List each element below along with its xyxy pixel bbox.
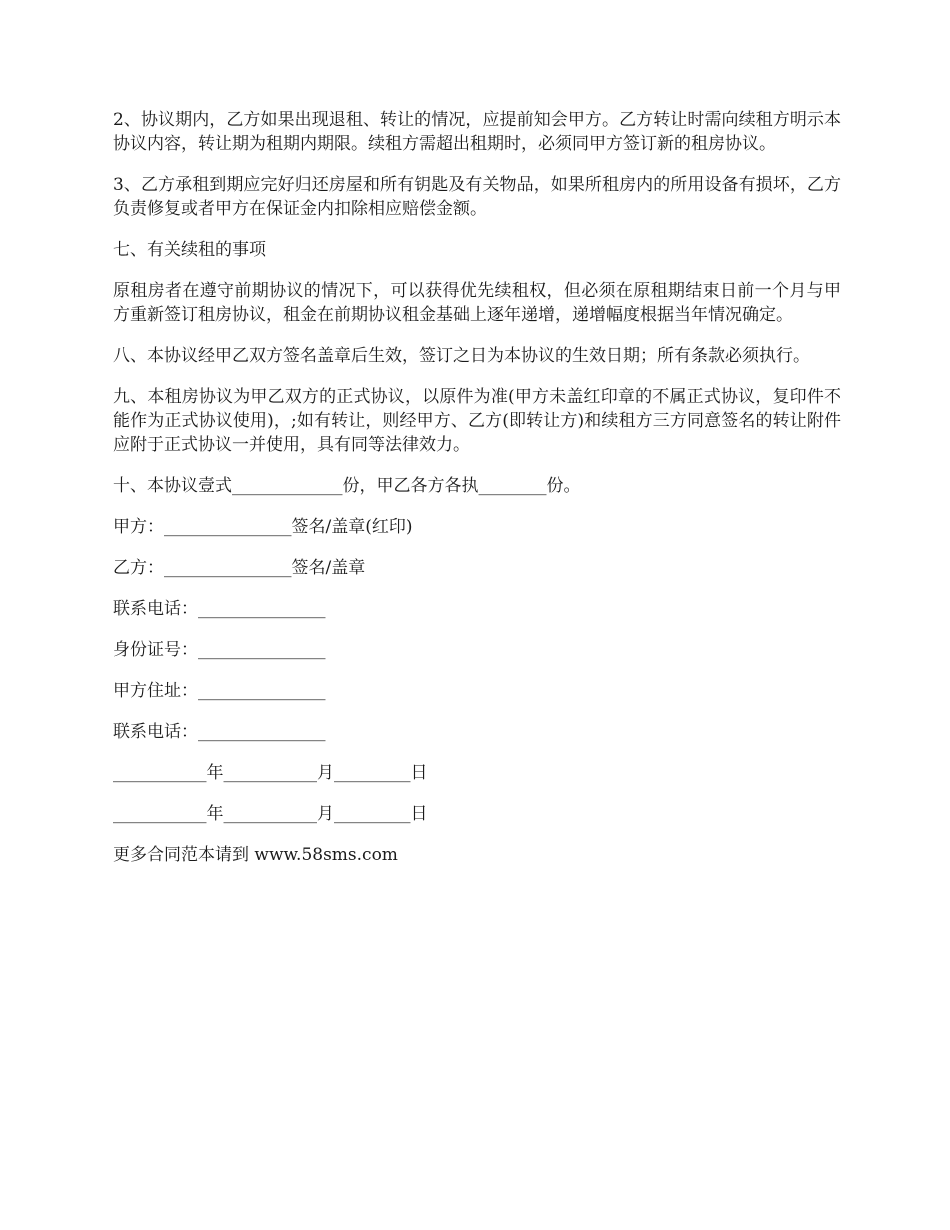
clause-2-transfer: 2、协议期内，乙方如果出现退租、转让的情况，应提前知会甲方。乙方转让时需向续租方明示本协议内容，转让期为租期内期限。续租方需超出租期时，必须同甲方签订新的租房协议。 (113, 110, 841, 154)
contact-phone-line: 联系电话：_______________ (113, 599, 326, 619)
section-9-official: 九、本租房协议为甲乙双方的正式协议，以原件为准(甲方未盖红印章的不属正式协议，复印件不能作为正式协议使用)，;如有转让，则经甲方、乙方(即转让方)和续租方三方同意签名的转让附件应附于正式协议一并使用，具有同等法律效力。 (113, 387, 841, 455)
section-7-heading: 七、有关续租的事项 (113, 240, 266, 260)
date-line-2: ___________年___________月_________日 (113, 804, 428, 824)
footer-link-text: 更多合同范本请到 www.58sms.com (113, 845, 398, 865)
contact-phone-line-2: 联系电话：_______________ (113, 722, 326, 742)
party-a-address-line: 甲方住址：_______________ (113, 681, 326, 701)
section-8-effective: 八、本协议经甲乙双方签名盖章后生效，签订之日为本协议的生效日期；所有条款必须执行。 (113, 346, 810, 366)
clause-3-return: 3、乙方承租到期应完好归还房屋和所有钥匙及有关物品，如果所租房内的所用设备有损坏，乙方负责修复或者甲方在保证金内扣除相应赔偿金额。 (113, 175, 841, 219)
id-number-line: 身份证号：_______________ (113, 640, 326, 660)
party-a-signature-line: 甲方：_______________签名/盖章(红印) (113, 517, 413, 537)
section-10-copies: 十、本协议壹式_____________份，甲乙各方各执________份。 (113, 476, 581, 496)
renewal-paragraph: 原租房者在遵守前期协议的情况下，可以获得优先续租权，但必须在原租期结束日前一个月与甲方重新签订租房协议，租金在前期协议租金基础上逐年递增，递增幅度根据当年情况确定。 (113, 281, 841, 325)
party-b-signature-line: 乙方：_______________签名/盖章 (113, 558, 366, 578)
contract-page (113, 108, 841, 884)
date-line-1: ___________年___________月_________日 (113, 763, 428, 783)
